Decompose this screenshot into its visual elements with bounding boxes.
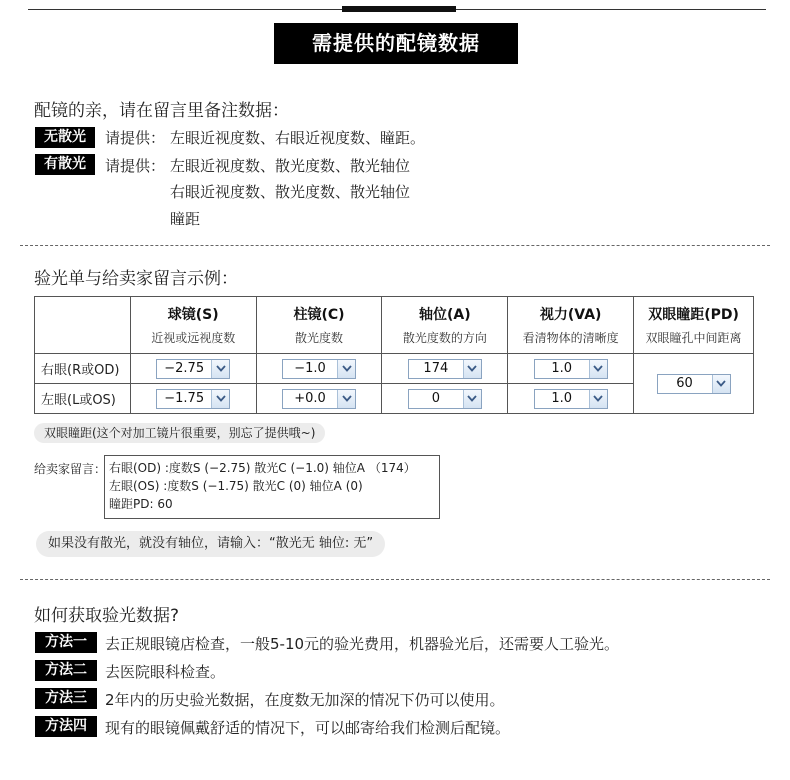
page-title: 需提供的配镜数据 — [274, 23, 518, 64]
message-label: 给卖家留言： — [34, 462, 107, 476]
header-sphere-desc: 近视或远视度数 — [151, 331, 236, 345]
section-divider-1 — [20, 245, 770, 246]
header-sphere — [130, 297, 256, 354]
right-sphere-select[interactable] — [156, 359, 230, 379]
pd-importance-note: 双眼瞳距(这个对加工镜片很重要，别忘了提供哦~) — [34, 423, 325, 443]
left-cyl-value: +0.0 — [294, 390, 326, 406]
cell-left-axis — [382, 384, 508, 414]
header-empty-cell — [35, 297, 131, 354]
header-pd-desc: 双眼瞳孔中间距离 — [645, 331, 742, 345]
header-pd-title: 双眼瞳距(PD) — [648, 307, 739, 323]
chevron-down-icon[interactable] — [211, 360, 229, 378]
no-astig-text: 左眼近视度数、右眼近视度数、瞳距。 — [170, 129, 426, 147]
chevron-down-icon[interactable] — [712, 375, 730, 393]
row-label-left: 左眼(L或OS) — [35, 384, 131, 414]
row-label-right: 右眼(R或OD) — [35, 354, 131, 384]
left-cyl-select[interactable] — [282, 389, 356, 409]
astig-line-1: 左眼近视度数、散光度数、散光轴位 — [170, 157, 411, 175]
chevron-down-icon[interactable] — [337, 360, 355, 378]
table-row-right-eye — [35, 354, 754, 384]
message-line-pd: 瞳距PD: 60 — [109, 497, 173, 511]
header-va-title: 视力(VA) — [539, 307, 602, 323]
table-header-row — [35, 297, 754, 354]
method-4-text: 现有的眼镜佩戴舒适的情况下，可以邮寄给我们检测后配镜。 — [105, 719, 511, 737]
right-cyl-select[interactable] — [282, 359, 356, 379]
header-axis-desc: 散光度数的方向 — [402, 331, 487, 345]
header-axis — [382, 297, 508, 354]
header-sphere-title: 球镜(S) — [167, 307, 219, 323]
header-cylinder-desc: 散光度数 — [295, 331, 344, 345]
top-accent-bar — [342, 6, 456, 12]
cell-left-va — [508, 384, 634, 414]
method-1-tag: 方法一 — [35, 632, 97, 653]
method-4-tag: 方法四 — [35, 716, 97, 737]
left-sphere-value: −1.75 — [164, 390, 205, 406]
cell-left-cyl — [256, 384, 382, 414]
chevron-down-icon[interactable] — [211, 390, 229, 408]
astig-line-3: 瞳距 — [170, 210, 201, 228]
method-3-text: 2年内的历史验光数据，在度数无加深的情况下仍可以使用。 — [105, 691, 505, 709]
left-va-select[interactable] — [534, 389, 608, 409]
left-sphere-select[interactable] — [156, 389, 230, 409]
cell-right-axis — [382, 354, 508, 384]
astig-tag: 有散光 — [35, 154, 95, 175]
pd-select[interactable] — [657, 374, 731, 394]
pd-value: 60 — [676, 375, 693, 391]
method-2-text: 去医院眼科检查。 — [105, 663, 226, 681]
intro-heading: 配镜的亲，请在留言里备注数据： — [34, 101, 289, 121]
method-1-text: 去正规眼镜店检查，一般5-10元的验光费用，机器验光后，还需要人工验光。 — [105, 635, 620, 653]
no-astig-input-note: 如果没有散光，就没有轴位，请输入：“散光无 轴位: 无” — [36, 531, 385, 557]
right-cyl-value: −1.0 — [294, 360, 326, 376]
astig-label: 请提供： — [105, 157, 166, 175]
chevron-down-icon[interactable] — [589, 390, 607, 408]
chevron-down-icon[interactable] — [337, 390, 355, 408]
header-pd — [634, 297, 754, 354]
chevron-down-icon[interactable] — [589, 360, 607, 378]
chevron-down-icon[interactable] — [463, 390, 481, 408]
chevron-down-icon[interactable] — [463, 360, 481, 378]
header-cylinder — [256, 297, 382, 354]
method-3-tag: 方法三 — [35, 688, 97, 709]
prescription-table — [34, 296, 754, 414]
right-va-value: 1.0 — [551, 360, 573, 376]
message-line-left: 左眼(OS) :度数S (−1.75) 散光C (0) 轴位A (0) — [109, 479, 363, 493]
right-axis-select[interactable] — [408, 359, 482, 379]
right-axis-value: 174 — [423, 360, 449, 376]
header-axis-title: 轴位(A) — [419, 307, 471, 323]
cell-right-sphere — [130, 354, 256, 384]
cell-left-sphere — [130, 384, 256, 414]
astig-line-2: 右眼近视度数、散光度数、散光轴位 — [170, 183, 411, 201]
example-heading: 验光单与给卖家留言示例： — [34, 269, 238, 289]
header-cylinder-title: 柱镜(C) — [293, 307, 345, 323]
section-divider-2 — [20, 579, 770, 580]
message-line-right: 右眼(OD) :度数S (−2.75) 散光C (−1.0) 轴位A （174） — [109, 461, 416, 475]
left-va-value: 1.0 — [551, 390, 573, 406]
no-astig-label: 请提供： — [105, 129, 166, 147]
header-va-desc: 看清物体的清晰度 — [522, 331, 619, 345]
no-astig-tag: 无散光 — [35, 127, 95, 148]
header-va — [508, 297, 634, 354]
left-axis-select[interactable] — [408, 389, 482, 409]
methods-heading: 如何获取验光数据? — [34, 606, 180, 626]
method-2-tag: 方法二 — [35, 660, 97, 681]
cell-right-cyl — [256, 354, 382, 384]
left-axis-value: 0 — [431, 390, 440, 406]
right-va-select[interactable] — [534, 359, 608, 379]
cell-right-va — [508, 354, 634, 384]
cell-pd — [634, 354, 754, 414]
right-sphere-value: −2.75 — [164, 360, 205, 376]
message-example-box — [104, 455, 440, 519]
